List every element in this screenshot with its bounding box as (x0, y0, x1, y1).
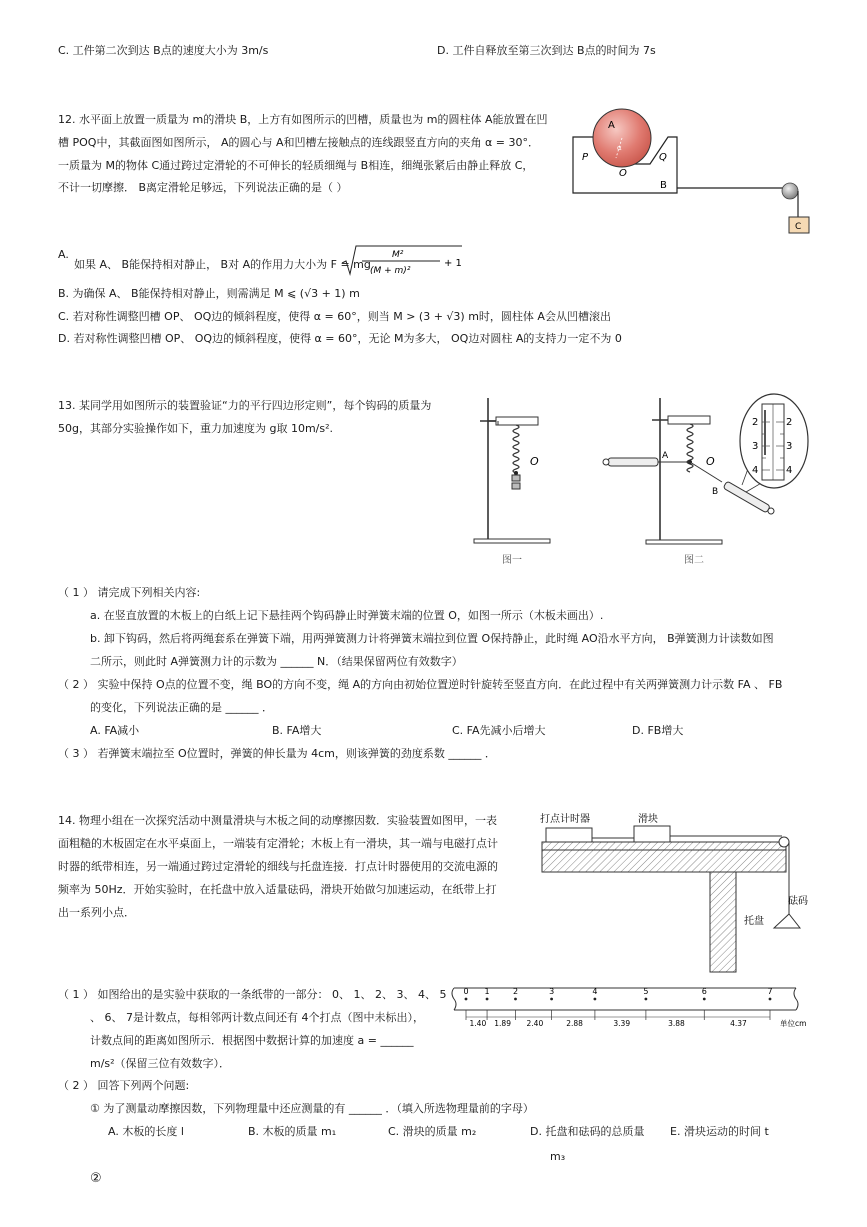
q13-part1-title: （ 1 ） 请完成下列相关内容: (58, 586, 201, 599)
q14-paper-tape (452, 980, 812, 1032)
fig2-caption: 图二 (684, 555, 704, 566)
tape-point-label-7: 7 (767, 987, 773, 996)
scale-tick-4-right: 4 (786, 465, 793, 476)
q12-line-1: 12. 水平面上放置一质量为 m的滑块 B，上方有如图所示的凹槽，质量也为 m的圆柱体 A能放置在凹 (58, 113, 548, 126)
scale-tick-3-right: 3 (786, 441, 793, 452)
q12-line-4: 不计一切摩擦． B离定滑轮足够远，下列说法正确的是（ ） (58, 181, 348, 194)
weights-label: 砝码 (788, 896, 808, 907)
tape-point-6 (703, 998, 706, 1001)
q13-part2: （ 2 ） 实验中保持 O点的位置不变，绳 BO的方向不变，绳 A的方向由初始位置逆时针旋转至竖直方向．在此过程中有关两弹簧测力计示数 FA 、 FB (58, 678, 783, 691)
fraction-numerator: M² (392, 250, 404, 260)
tape-point-label-3: 3 (549, 987, 555, 996)
tape-unit: 单位cm (780, 1019, 807, 1028)
scale-tick-4-left: 4 (752, 465, 759, 476)
slider-block (634, 826, 670, 842)
q12-option-a-text: 如果 A、 B能保持相对静止， B对 A的作用力大小为 F = mg (74, 258, 371, 271)
tape-gap-label-1: 1.89 (494, 1019, 511, 1028)
scale-tick-2-left: 2 (752, 417, 759, 428)
table-top (542, 850, 786, 872)
q12-line-3: 一质量为 M的物体 C通过跨过定滑轮的不可伸长的轻质细绳与 B相连，细绳张紧后由静止释放 C， (58, 159, 534, 172)
q12-groove-figure (570, 106, 820, 238)
slider-label: 滑块 (638, 814, 658, 825)
q14-apparatus-figure (538, 806, 813, 976)
q14-part1-line-2: 、 6、 7是计数点，每相邻两计数点间还有 4个打点（图中未标出）， (90, 1011, 424, 1024)
tape-point-5 (645, 998, 648, 1001)
fig1-caption: 图一 (502, 555, 522, 566)
q13-part1-b: b. 卸下钩码，然后将两绳套系在弹簧下端，用两弹簧测力计将弹簧末端拉到位置 O保持静止，此时绳 AO沿水平方向， B弹簧测力计读数如图 (90, 632, 774, 645)
q13-figure-one (470, 393, 570, 568)
q13-choice-d: D. FB增大 (632, 724, 684, 737)
sqrt-fraction (340, 244, 470, 278)
q14-sub2: ② (90, 1171, 102, 1186)
tray (774, 914, 800, 928)
q14-sub1: ① 为了测量动摩擦因数，下列物理量中还应测量的有 ______ ．（填入所选物理量前的字母） (90, 1102, 534, 1115)
q14-line-5: 出一系列小点． (58, 906, 135, 919)
timer-label: 打点计时器 (540, 814, 590, 825)
q14-choice-d-cont: m₃ (550, 1150, 566, 1163)
fig1-label-o: O (530, 455, 539, 468)
label-o: O (619, 168, 627, 179)
q12-option-c: C. 若对称性调整凹槽 OP、 OQ边的倾斜程度，使得 α = 60°，则当 M > (3 + √3) m时，圆柱体 A会从凹槽滚出 (58, 310, 611, 323)
hook-weight-1 (512, 475, 520, 481)
pulley (782, 183, 798, 199)
q14-choice-c: C. 滑块的质量 m₂ (388, 1125, 477, 1138)
q14-choice-e: E. 滑块运动的时间 t (670, 1125, 769, 1138)
q13-choice-c: C. FA先减小后增大 (452, 724, 546, 737)
q14-choice-b: B. 木板的质量 m₁ (248, 1125, 337, 1138)
tape-gap-label-6: 4.37 (730, 1019, 747, 1028)
label-p: P (582, 152, 589, 163)
q13-part1-a: a. 在竖直放置的木板上的白纸上记下悬挂两个钩码静止时弹簧末端的位置 O，如图一所示（木板未画出）. (90, 609, 604, 622)
label-c: C (795, 222, 802, 232)
fig2-label-o: O (706, 455, 715, 468)
tape-point-label-1: 1 (484, 987, 490, 996)
scale-tick-2-right: 2 (786, 417, 793, 428)
tape-point-2 (514, 998, 517, 1001)
q14-choice-d: D. 托盘和砝码的总质量 (530, 1125, 645, 1138)
q13-part2-cont: 的变化，下列说法正确的是 ______ ． (90, 701, 273, 714)
fixed-pulley (779, 837, 789, 847)
spring-balance-a (608, 458, 658, 466)
rough-board (542, 842, 786, 850)
q11-option-d: D. 工件自释放至第三次到达 B点的时间为 7s (437, 44, 656, 57)
q14-part1-line-1: （ 1 ） 如图给出的是实验中获取的一条纸带的一部分： 0、 1、 2、 3、 4、 5 (58, 988, 447, 1001)
tape-gap-label-4: 3.39 (613, 1019, 631, 1028)
q12-option-d: D. 若对称性调整凹槽 OP、 OQ边的倾斜程度，使得 α = 60°，无论 M为多大， OQ边对圆柱 A的支持力一定不为 0 (58, 332, 622, 345)
hook-weight-2 (512, 483, 520, 489)
label-q: Q (659, 152, 667, 163)
tape-gap-label-5: 3.88 (668, 1019, 685, 1028)
table-leg (710, 872, 736, 972)
q14-line-4: 频率为 50Hz．开始实验时，在托盘中放入适量砝码，滑块开始做匀加速运动，在纸带上打 (58, 883, 497, 896)
scale-tick-3-left: 3 (752, 441, 759, 452)
q12-line-2: 槽 POQ中，其截面图如图所示， A的圆心与 A和凹槽左接触点的连线跟竖直方向的夹角 α = 30°． (58, 136, 539, 149)
fraction-denominator: (M + m)² (370, 266, 411, 276)
label-b: B (660, 180, 667, 191)
q11-option-c: C. 工件第二次到达 B点的速度大小为 3m/s (58, 44, 269, 57)
q13-choice-a: A. FA减小 (90, 724, 140, 737)
tape-point-label-2: 2 (512, 987, 519, 996)
tape-point-label-5: 5 (643, 987, 649, 996)
fig2-label-b: B (712, 487, 719, 497)
label-alpha: α (617, 144, 622, 152)
tape-gap-label-3: 2.88 (566, 1019, 583, 1028)
q13-line-2: 50g，其部分实验操作如下，重力加速度为 g取 10m/s². (58, 422, 334, 435)
q13-figure-two (600, 390, 815, 570)
q14-part1-line-3: 计数点间的距离如图所示．根据图中数据计算的加速度 a = ______ (90, 1034, 414, 1047)
tape-point-7 (769, 998, 772, 1001)
tray-label: 托盘 (744, 916, 764, 927)
tape-point-3 (550, 998, 553, 1001)
clamp-bar (496, 417, 538, 425)
tape-point-1 (486, 998, 489, 1001)
spark-timer (546, 828, 592, 842)
q13-choice-b: B. FA增大 (272, 724, 322, 737)
q14-line-2: 面粗糙的木板固定在水平桌面上，一端装有定滑轮；木板上有一滑块，其一端与电磁打点计 (58, 837, 498, 850)
fraction-tail: + 1 (444, 258, 462, 269)
tape-gap-label-0: 1.40 (469, 1019, 487, 1028)
q14-part1-line-4: m/s²（保留三位有效数字）． (90, 1057, 231, 1070)
q13-part3: （ 3 ） 若弹簧末端拉至 O位置时，弹簧的伸长量为 4cm，则该弹簧的劲度系数 ______ ． (58, 747, 496, 760)
q14-line-3: 时器的纸带相连，另一端通过跨过定滑轮的细线与托盘连接．打点计时器使用的交流电源的 (58, 860, 498, 873)
label-a: A (608, 120, 615, 131)
q14-choice-a: A. 木板的长度 l (108, 1125, 184, 1138)
q14-part2-title: （ 2 ） 回答下列两个问题: (58, 1079, 190, 1092)
fig2-label-a: A (662, 451, 669, 461)
tape-point-4 (594, 998, 597, 1001)
q12-option-a-prefix: A. (58, 248, 69, 261)
tape-point-label-4: 4 (592, 987, 598, 996)
tape-point-0 (465, 998, 468, 1001)
q13-line-1: 13. 某同学用如图所示的装置验证“力的平行四边形定则”，每个钩码的质量为 (58, 399, 432, 412)
q14-line-1: 14. 物理小组在一次探究活动中测量滑块与木板之间的动摩擦因数．实验装置如图甲，一表 (58, 814, 497, 827)
tape-gap-label-2: 2.40 (526, 1019, 544, 1028)
q12-option-b: B. 为确保 A、 B能保持相对静止，则需满足 M ⩽ (√3 + 1) m (58, 287, 360, 300)
spring (513, 425, 519, 473)
tape-point-label-0: 0 (463, 987, 469, 996)
tape-point-label-6: 6 (701, 987, 707, 996)
q13-part1-b-cont: 二所示，则此时 A弹簧测力计的示数为 ______ N．（结果保留两位有效数字） (90, 655, 463, 668)
